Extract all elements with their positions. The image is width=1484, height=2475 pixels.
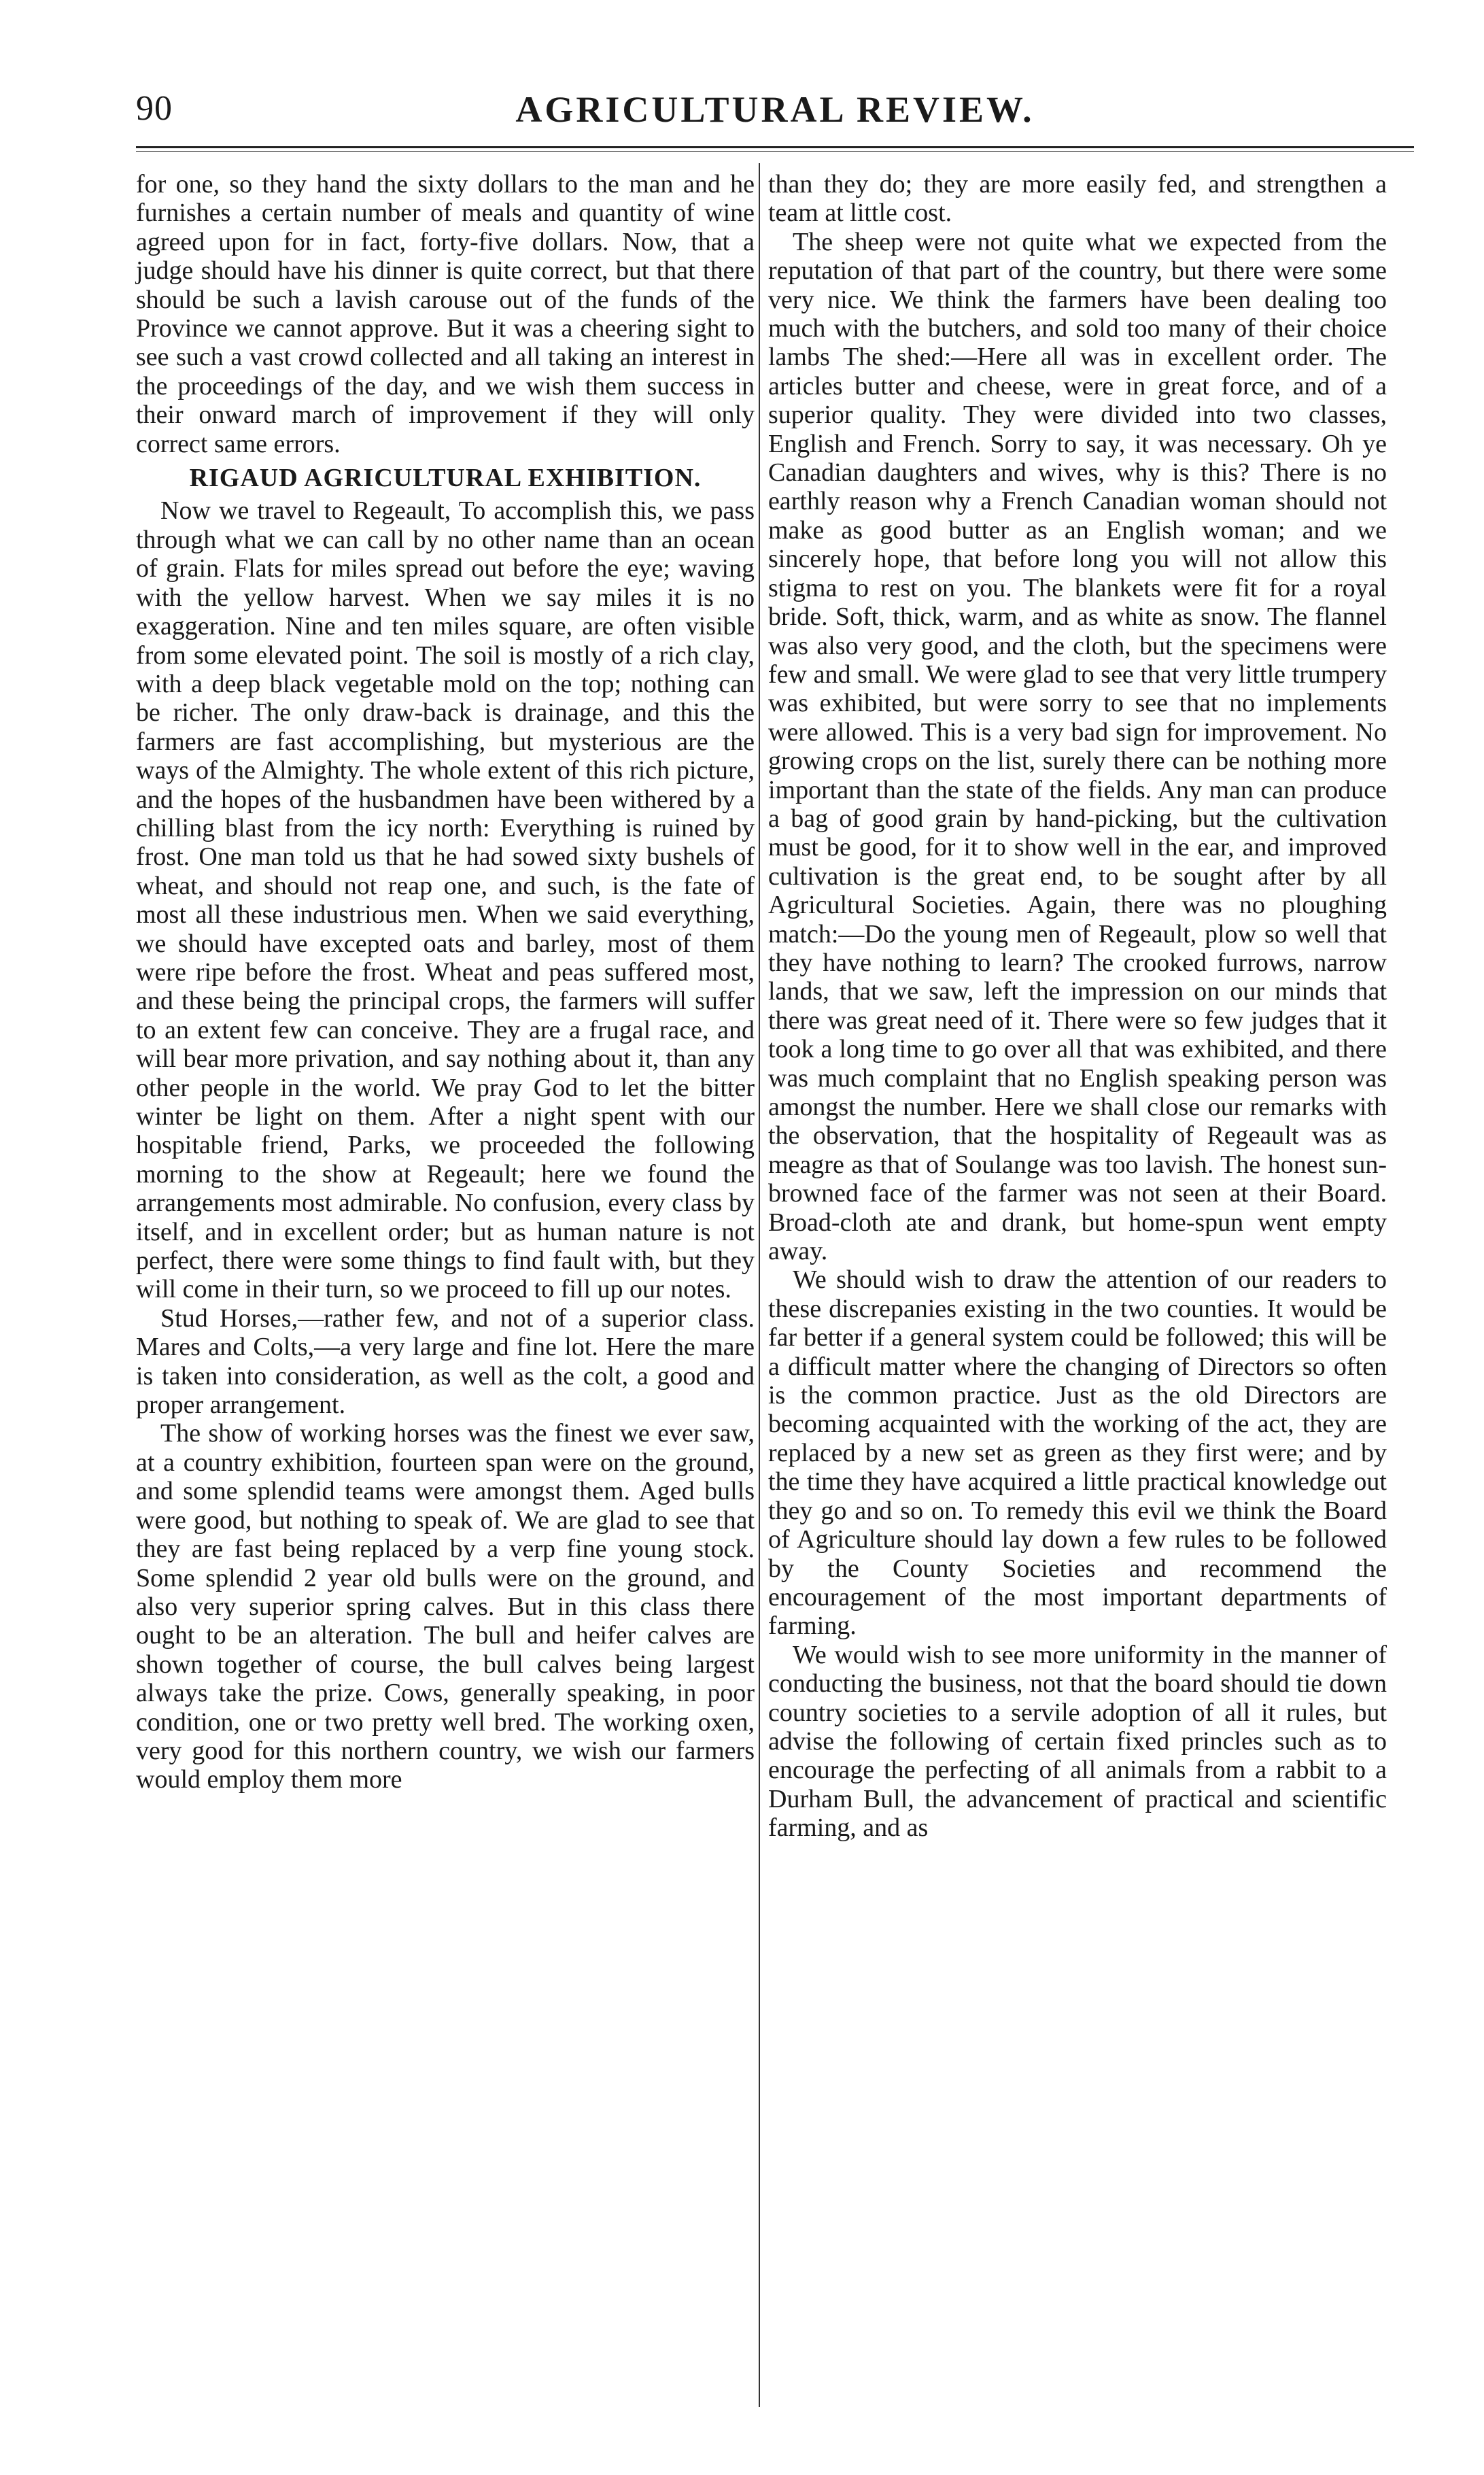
right-paragraph-1: than they do; they are more easily fed, and strengthen a team at little cost. — [768, 170, 1387, 228]
column-divider — [759, 163, 760, 2407]
left-paragraph-4: The show of working horses was the finest we ever saw, at a country exhibition, fourteen span were on the ground, and some splendid teams were amongst them. Aged bulls were good, but nothing to speak of. We are glad to see that they are fast being replaced by a verp fine young stock. Some splendid 2 year old bulls were on the ground, and also very superior spring calves. But in this class there ought to be an alteration. The bull and heifer calves are shown together of course, the bull calves being largest always take the prize. Cows, generally speaking, in poor condition, one or two pretty well bred. The working oxen, very good for this northern country, we wish our farmers would employ them more — [136, 1419, 755, 1794]
right-column — [768, 170, 1387, 1843]
page-number: 90 — [136, 89, 173, 128]
running-title: AGRICULTURAL REVIEW. — [515, 89, 1035, 130]
left-paragraph-2: Now we travel to Regeault, To accomplish this, we pass through what we can call by no other name than an ocean of grain. Flats for miles spread out before the eye; waving with the yellow harvest. When we say miles it is no exaggeration. Nine and ten miles square, are often visible from some elevated point. The soil is mostly of a rich clay, with a deep black vegetable mold on the top; nothing can be richer. The only draw-back is drainage, and this the farmers are fast accomplishing, but mysterious are the ways of the Almighty. The whole extent of this rich picture, and the hopes of the husbandmen have been withered by a chilling blast from the icy north: Everything is ruined by frost. One man told us that he had sowed sixty bushels of wheat, and should not reap one, and such, is the fate of most all these industrious men. When we said everything, we should have excepted oats and barley, most of them were ripe before the frost. Wheat and peas suffered most, and these being the principal crops, the farmers will suffer to an extent few can conceive. They are a frugal race, and will bear more privation, and say nothing about it, than any other people in the world. We pray God to let the bitter winter be light on them. After a night spent with our hospitable friend, Parks, we proceeded the following morning to the show at Regeault; here we found the arrangements most admirable. No confusion, every class by itself, and in excellent order; but as human nature is not perfect, there were some things to find fault with, but they will come in their turn, so we proceed to fill up our notes. — [136, 496, 755, 1304]
right-paragraph-2: The sheep were not quite what we expected from the reputation of that part of the country, but there were some very nice. We think the farmers have been dealing too much with the butchers, and sold too many of their choice lambs The shed:—Here all was in excellent order. The articles butter and cheese, were in great force, and of a superior quality. They were divided into two classes, English and French. Sorry to say, it was necessary. Oh ye Canadian daughters and wives, why is this? There is no earthly reason why a French Canadian woman should not make as good butter as an English woman; and we sincerely hope, that before long you will not allow this stigma to rest on you. The blankets were fit for a royal bride. Soft, thick, warm, and as white as snow. The flannel was also very good, and the cloth, but the specimens were few and small. We were glad to see that very little trumpery was exhibited, but were sorry to see that no implements were allowed. This is a very bad sign for improvement. No growing crops on the list, surely there can be nothing more important than the state of the fields. Any man can produce a bag of good grain by hand-picking, but the cultivation must be good, for it to show well in the ear, and improved cultivation is the great end, to be sought after by all Agricultural Societies. Again, there was no ploughing match:—Do the young men of Regeault, plow so well that they have nothing to learn? The crooked furrows, narrow lands, that we saw, left the impression on our minds that there was great need of it. There were so few judges that it took a long time to go over all that was exhibited, and there was much complaint that no English speaking person was amongst the number. Here we shall close our remarks with the observation, that the hospitality of Regeault was as meagre as that of Soulange was too lavish. The honest sun-browned face of the farmer was not seen at their Board. Broad-cloth ate and drank, but home-spun went empty away. — [768, 227, 1387, 1266]
page-header — [136, 88, 1414, 143]
left-paragraph-3: Stud Horses,—rather few, and not of a superior class. Mares and Colts,—a very large and fine lot. Here the mare is taken into consideration, as well as the colt, a good and proper arrangement. — [136, 1303, 755, 1420]
right-paragraph-3: We should wish to draw the attention of our readers to these discrepanies existing in the two counties. It would be far better if a general system could be followed; this will be a difficult matter where the changing of Directors so often is the common practice. Just as the old Directors are becoming acquainted with the working of the act, they are replaced by a new set as green as they first were; and by the time they have acquired a little practical knowledge out they go and so on. To remedy this evil we think the Board of Agriculture should lay down a few rules to be followed by the County Societies and recommend the encouragement of the most important departments of farming. — [768, 1265, 1387, 1641]
section-heading: RIGAUD AGRICULTURAL EXHIBITION. — [189, 464, 702, 493]
right-paragraph-4: We would wish to see more uniformity in the manner of conducting the business, not that the board should tie down country societies to a servile adoption of all it rules, but advise the following of certain fixed princles such as to encourage the perfecting of all animals from a rabbit to a Durham Bull, the advancement of practical and scientific farming, and as — [768, 1640, 1387, 1843]
left-paragraph-1: for one, so they hand the sixty dollars to the man and he furnishes a certain number of meals and quantity of wine agreed upon for in fact, forty-five dollars. Now, that a judge should have his dinner is quite correct, but that there should be such a lavish carouse out of the funds of the Province we cannot approve. But it was a cheering sight to see such a vast crowd collected and all taking an interest in the proceedings of the day, and we wish them success in their onward march of improvement if they will only correct same errors. — [136, 170, 755, 458]
header-rule — [136, 146, 1414, 148]
left-column — [136, 170, 755, 1794]
header-rule-thin — [136, 151, 1414, 152]
